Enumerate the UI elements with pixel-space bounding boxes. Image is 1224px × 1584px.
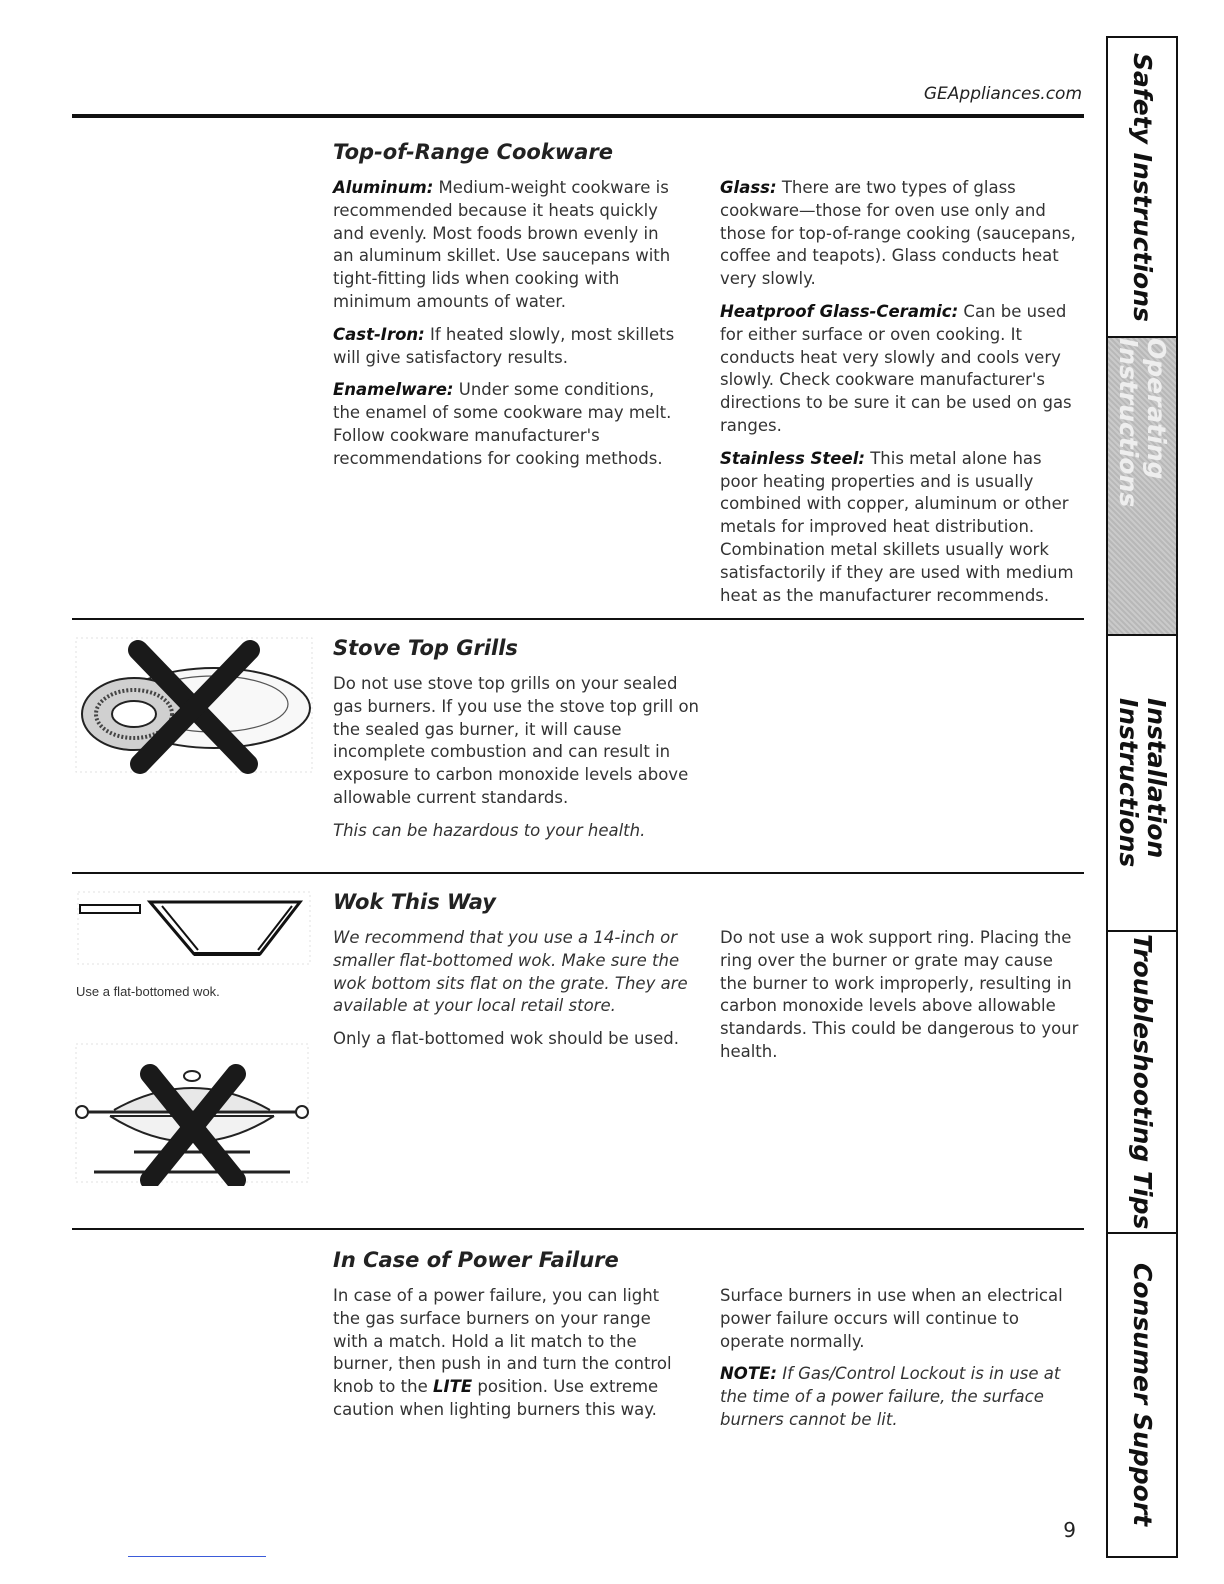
cookware-left-column	[333, 177, 683, 481]
grills-column	[333, 673, 703, 853]
header-rule	[72, 114, 1084, 118]
power-right-column	[720, 1285, 1084, 1442]
cookware-heading: Top-of-Range Cookware	[333, 140, 613, 164]
power-failure-heading: In Case of Power Failure	[333, 1248, 619, 1272]
section-divider	[72, 618, 1084, 620]
footer-link-underline	[128, 1556, 266, 1557]
section-divider	[72, 1228, 1084, 1230]
power-continue-text: Surface burners in use when an electrical power failure occurs will continue to operate normally.	[720, 1286, 1063, 1351]
grills-warning: This can be hazardous to your health.	[333, 820, 646, 840]
cookware-right-column	[720, 177, 1084, 617]
tab-operating-instructions[interactable]: Operating Instructions	[1108, 338, 1176, 636]
tab-safety-instructions[interactable]: Safety Instructions	[1108, 38, 1176, 338]
castiron-paragraph: Cast-Iron: If heated slowly, most skillets will give satisfactory results.	[333, 324, 675, 367]
wok-caption: Use a flat-bottomed wok.	[76, 984, 220, 999]
power-failure-body: In case of a power failure, you can light the gas surface burners on your range with a match. Hold a lit match to the burner, then push in and turn the control knob to the LITE position. Use extreme caution when lighting burners this way.	[333, 1286, 672, 1419]
grills-body: Do not use stove top grills on your sealed gas burners. If you use the stove top grill on the sealed gas burner, it will cause incomplete combustion and can result in exposure to carbon monoxide levels above allowable current standards.	[333, 674, 699, 807]
wok-heading: Wok This Way	[333, 890, 496, 914]
site-url[interactable]: GEAppliances.com	[923, 84, 1082, 104]
power-note: NOTE: If Gas/Control Lockout is in use at the time of a power failure, the surface burners cannot be lit.	[720, 1364, 1061, 1429]
section-divider	[72, 872, 1084, 874]
flat-bottom-wok-illustration	[74, 888, 314, 968]
stove-grill-crossed-illustration	[74, 634, 314, 776]
grills-heading: Stove Top Grills	[333, 636, 518, 660]
wok-ring-crossed-illustration	[74, 1040, 310, 1186]
stainless-steel-paragraph: Stainless Steel: This metal alone has poor heating properties and is usually combined with copper, aluminum or other metals for improved heat distribution. Combination metal skillets usually work satisfactorily if they are used with medium heat as the manufacturer recommends.	[720, 448, 1074, 605]
wok-ring-warning: Do not use a wok support ring. Placing the ring over the burner or grate may cause the burner to work improperly, resulting in carbon monoxide levels above allowable standards. This could be dangerous to your health.	[720, 928, 1079, 1061]
glass-paragraph: Glass: There are two types of glass cookware—those for oven use only and those for top-of-range cooking (saucepans, coffee and teapots). Glass conducts heat very slowly.	[720, 178, 1076, 289]
tab-troubleshooting-tips[interactable]: Troubleshooting Tips	[1108, 932, 1176, 1234]
wok-only-flat: Only a flat-bottomed wok should be used.	[333, 1029, 679, 1049]
wok-recommendation: We recommend that you use a 14-inch or smaller flat-bottomed wok. Make sure the wok bottom sits flat on the grate. They are available at your local retail store.	[333, 928, 688, 1016]
aluminum-paragraph: Aluminum: Medium-weight cookware is recommended because it heats quickly and evenly. Most foods brown evenly in an aluminum skillet. Use saucepans with tight-fitting lids when cooking with minimum amounts of water.	[333, 178, 671, 311]
tab-consumer-support[interactable]: Consumer Support	[1128, 1263, 1157, 1527]
wok-left-column	[333, 927, 705, 1061]
enamelware-paragraph: Enamelware: Under some conditions, the enamel of some cookware may melt. Follow cookware manufacturer's recommendations for cooking methods.	[333, 380, 672, 468]
wok-right-column	[720, 927, 1084, 1074]
tab-installation-instructions[interactable]: Installation Instructions	[1108, 636, 1176, 932]
page-number: 9	[1063, 1518, 1076, 1542]
section-tabs	[1106, 36, 1178, 1558]
power-left-column	[333, 1285, 685, 1432]
glass-ceramic-paragraph: Heatproof Glass-Ceramic: Can be used for either surface or oven cooking. It conducts heat very slowly and cools very slowly. Check cookware manufacturer's directions to be sure it can be used on gas ranges.	[720, 301, 1072, 435]
